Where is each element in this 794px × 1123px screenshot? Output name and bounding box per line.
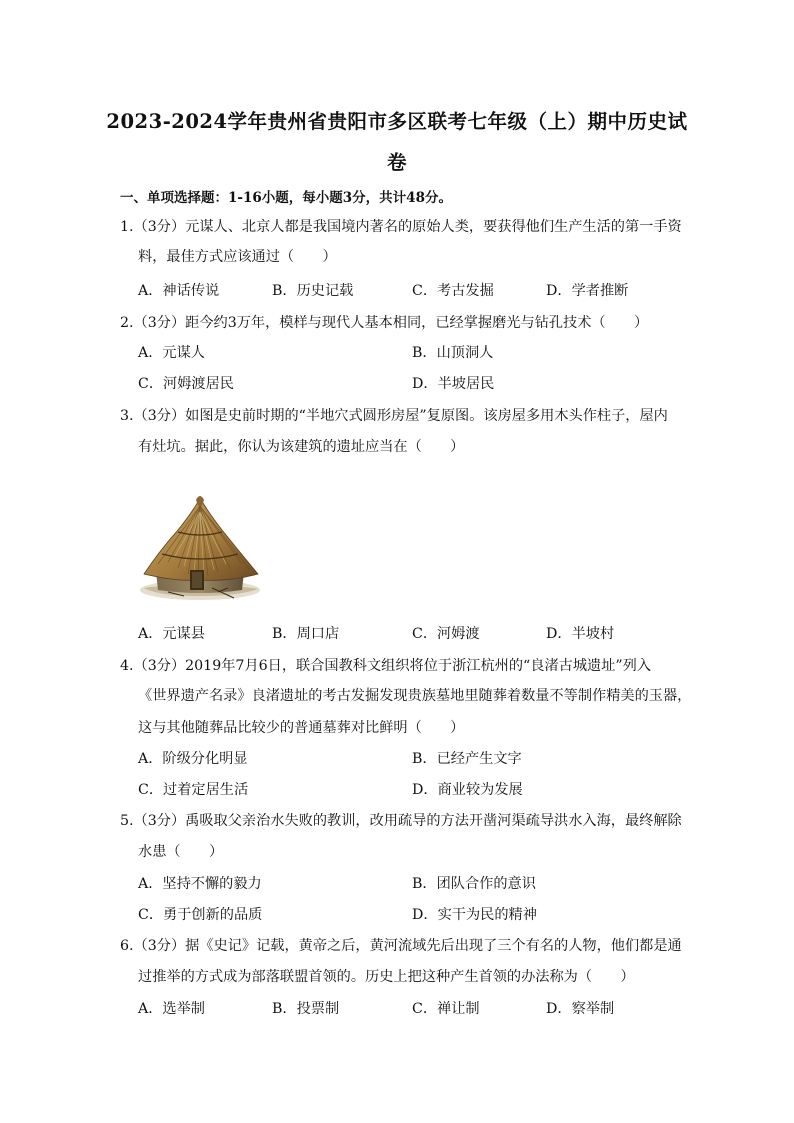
question-5-option-a[interactable]: A．坚持不懈的毅力 xyxy=(138,876,262,892)
question-4-option-c[interactable]: C．过着定居生活 xyxy=(138,782,249,798)
question-3-option-c[interactable]: C．河姆渡 xyxy=(412,626,480,642)
exam-title-line2: 卷 xyxy=(386,151,407,174)
question-6-line2: 过推举的方式成为部落联盟首领的。历史上把这种产生首领的办法称为（ ） xyxy=(138,969,635,985)
question-4-line2: 《世界遗产名录》良渚遗址的考古发掘发现贵族墓地里随葬着数量不等制作精美的玉器， xyxy=(138,688,692,704)
question-2-option-d[interactable]: D．半坡居民 xyxy=(412,376,495,392)
question-5-option-d[interactable]: D．实干为民的精神 xyxy=(412,907,537,923)
question-1-option-d[interactable]: D．学者推断 xyxy=(546,283,629,299)
question-3-option-a[interactable]: A．元谋县 xyxy=(138,626,205,642)
question-2-line1: 2.（3分）距今约3万年，模样与现代人基本相同，已经掌握磨光与钻孔技术（ ） xyxy=(120,315,649,331)
question-1-option-c[interactable]: C．考古发掘 xyxy=(412,283,494,299)
question-6-option-b[interactable]: B．投票制 xyxy=(272,1001,340,1017)
thatched-hut-image xyxy=(138,492,262,606)
section-heading: 一、单项选择题：1-16小题，每小题3分，共计48分。 xyxy=(120,190,452,206)
question-4-option-b[interactable]: B．已经产生文字 xyxy=(412,751,522,767)
question-4-option-a[interactable]: A．阶级分化明显 xyxy=(138,751,248,767)
question-3-line2: 有灶坑。据此，你认为该建筑的遗址应当在（ ） xyxy=(138,439,465,455)
question-4-line1: 4.（3分）2019年7月6日，联合国教科文组织将位于浙江杭州的“良渚古城遗址”列入 xyxy=(120,658,652,674)
question-2-option-c[interactable]: C．河姆渡居民 xyxy=(138,376,234,392)
exam-title-line1: 2023-2024学年贵州省贵阳市多区联考七年级（上）期中历史试 xyxy=(106,110,688,133)
question-6-option-a[interactable]: A．选举制 xyxy=(138,1001,205,1017)
question-5-line2: 水患（ ） xyxy=(138,844,224,860)
question-3-line1: 3.（3分）如图是史前时期的“半地穴式圆形房屋”复原图。该房屋多用木头作柱子，屋内 xyxy=(120,408,668,424)
question-2-option-b[interactable]: B．山顶洞人 xyxy=(412,345,494,361)
question-6-option-c[interactable]: C．禅让制 xyxy=(412,1001,480,1017)
question-2-option-a[interactable]: A．元谋人 xyxy=(138,345,205,361)
question-6-line1: 6.（3分）据《史记》记载，黄帝之后，黄河流域先后出现了三个有名的人物，他们都是通 xyxy=(120,938,682,954)
question-5-line1: 5.（3分）禹吸取父亲治水失败的教训，改用疏导的方法开凿河渠疏导洪水入海，最终解除 xyxy=(120,813,682,829)
question-5-option-b[interactable]: B．团队合作的意识 xyxy=(412,876,536,892)
question-1-line1: 1.（3分）元谋人、北京人都是我国境内著名的原始人类，要获得他们生产生活的第一手资 xyxy=(120,219,682,235)
question-4-line3: 这与其他随葬品比较少的普通墓葬对比鲜明（ ） xyxy=(138,720,465,736)
question-1-option-b[interactable]: B．历史记载 xyxy=(272,283,354,299)
question-1-option-a[interactable]: A．神话传说 xyxy=(138,283,220,299)
question-1-line2: 料，最佳方式应该通过（ ） xyxy=(138,249,337,265)
question-5-option-c[interactable]: C．勇于创新的品质 xyxy=(138,907,263,923)
question-4-option-d[interactable]: D．商业较为发展 xyxy=(412,782,523,798)
question-3-option-d[interactable]: D．半坡村 xyxy=(546,626,615,642)
question-6-option-d[interactable]: D．察举制 xyxy=(546,1001,615,1017)
question-3-option-b[interactable]: B．周口店 xyxy=(272,626,340,642)
